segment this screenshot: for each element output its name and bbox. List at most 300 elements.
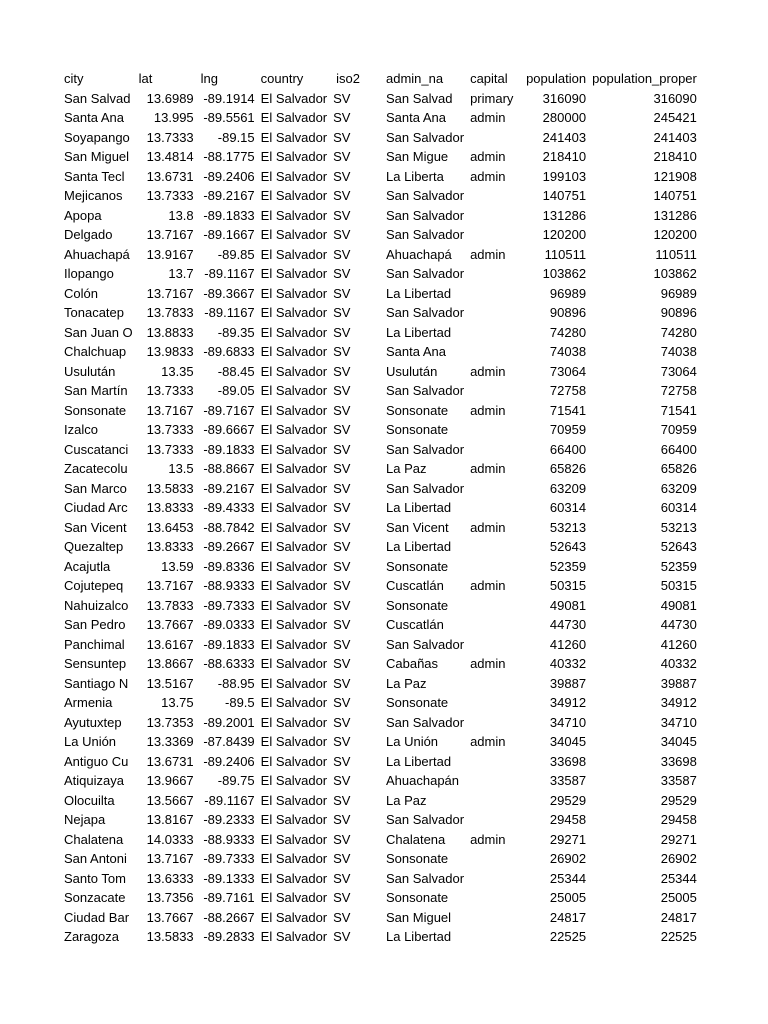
empty-cell[interactable] bbox=[362, 869, 382, 889]
cell-city[interactable]: Sonzacate bbox=[64, 890, 126, 905]
cell-iso2[interactable]: SV bbox=[333, 383, 351, 398]
cell-iso2[interactable]: SV bbox=[333, 656, 351, 671]
cell-lng[interactable]: -89.1833 bbox=[203, 636, 255, 652]
cell-lat[interactable]: 13.7167 bbox=[146, 402, 194, 418]
cell-country[interactable]: El Salvador bbox=[260, 851, 328, 866]
cell-population[interactable]: 41260 bbox=[549, 636, 587, 652]
cell-lng[interactable]: -89.5 bbox=[225, 695, 255, 710]
empty-cell[interactable] bbox=[362, 713, 382, 733]
cell-country[interactable]: El Salvador bbox=[260, 890, 328, 905]
cell-population[interactable]: 34912 bbox=[549, 695, 587, 710]
cell-city[interactable]: San Antoni bbox=[64, 851, 127, 866]
cell-capital[interactable]: admin bbox=[470, 110, 506, 125]
cell-population-proper[interactable]: 66400 bbox=[660, 441, 697, 457]
empty-cell[interactable] bbox=[362, 908, 382, 928]
cell-capital[interactable] bbox=[466, 342, 522, 362]
cell-capital[interactable] bbox=[466, 420, 522, 440]
cell-population[interactable]: 96989 bbox=[549, 285, 587, 301]
cell-population[interactable]: 26902 bbox=[549, 851, 587, 866]
cell-lat[interactable]: 13.7167 bbox=[146, 578, 194, 593]
header-cell-city[interactable]: city bbox=[64, 71, 84, 86]
cell-iso2[interactable]: SV bbox=[333, 344, 351, 359]
empty-cell[interactable] bbox=[362, 557, 382, 577]
cell-iso2[interactable]: SV bbox=[333, 695, 351, 710]
empty-cell[interactable] bbox=[362, 323, 382, 343]
cell-admin-name[interactable]: Sonsonate bbox=[386, 695, 449, 710]
cell-lat[interactable]: 13.6989 bbox=[146, 90, 194, 106]
empty-cell[interactable] bbox=[362, 459, 382, 479]
cell-iso2[interactable]: SV bbox=[333, 578, 351, 593]
cell-city[interactable]: San Pedro bbox=[64, 617, 126, 632]
cell-lat[interactable]: 13.7167 bbox=[146, 227, 194, 242]
cell-lng[interactable]: -89.1333 bbox=[203, 870, 255, 886]
cell-lat[interactable]: 13.7333 bbox=[146, 129, 194, 145]
cell-population-proper[interactable]: 96989 bbox=[660, 285, 697, 301]
cell-iso2[interactable]: SV bbox=[333, 636, 351, 652]
cell-city[interactable]: Santo Tom bbox=[64, 870, 126, 886]
cell-lng[interactable]: -88.45 bbox=[217, 363, 255, 379]
cell-city[interactable]: San Marco bbox=[64, 480, 127, 496]
cell-iso2[interactable]: SV bbox=[333, 266, 351, 281]
cell-iso2[interactable]: SV bbox=[333, 149, 351, 164]
cell-city[interactable]: San Salvad bbox=[64, 90, 131, 106]
cell-iso2[interactable]: SV bbox=[333, 461, 351, 476]
cell-admin-name[interactable]: San Salvador bbox=[386, 480, 465, 496]
cell-capital[interactable] bbox=[466, 225, 522, 245]
cell-lat[interactable]: 13.8333 bbox=[146, 539, 194, 554]
cell-population[interactable]: 25005 bbox=[549, 890, 587, 905]
cell-population-proper[interactable]: 103862 bbox=[653, 266, 697, 281]
cell-iso2[interactable]: SV bbox=[333, 110, 351, 125]
cell-lat[interactable]: 13.7333 bbox=[146, 422, 194, 437]
cell-population[interactable]: 29529 bbox=[549, 792, 587, 808]
cell-capital[interactable]: admin bbox=[470, 578, 506, 593]
cell-capital[interactable] bbox=[466, 264, 522, 284]
cell-lng[interactable]: -89.1667 bbox=[203, 227, 255, 242]
cell-lng[interactable]: -89.75 bbox=[217, 773, 255, 788]
empty-cell[interactable] bbox=[362, 849, 382, 869]
cell-population-proper[interactable]: 26902 bbox=[660, 851, 697, 866]
cell-lat[interactable]: 13.6731 bbox=[146, 168, 194, 184]
cell-population[interactable]: 60314 bbox=[549, 500, 587, 515]
cell-capital[interactable] bbox=[466, 908, 522, 928]
cell-population[interactable]: 34045 bbox=[549, 734, 587, 749]
cell-population-proper[interactable]: 50315 bbox=[660, 578, 697, 593]
header-cell-population[interactable]: population bbox=[526, 71, 587, 86]
cell-lat[interactable]: 13.6731 bbox=[146, 753, 194, 769]
cell-population-proper[interactable]: 29458 bbox=[660, 812, 697, 827]
cell-country[interactable]: El Salvador bbox=[260, 909, 328, 925]
empty-cell[interactable] bbox=[362, 498, 382, 518]
cell-iso2[interactable]: SV bbox=[333, 285, 351, 301]
cell-lat[interactable]: 13.6333 bbox=[146, 870, 194, 886]
cell-population[interactable]: 49081 bbox=[549, 597, 587, 613]
cell-capital[interactable] bbox=[466, 869, 522, 889]
empty-cell[interactable] bbox=[362, 615, 382, 635]
cell-iso2[interactable]: SV bbox=[333, 207, 351, 223]
cell-admin-name[interactable]: San Salvador bbox=[386, 266, 465, 281]
cell-lng[interactable]: -89.3667 bbox=[203, 285, 255, 301]
cell-capital[interactable]: admin bbox=[470, 168, 506, 184]
cell-population[interactable]: 280000 bbox=[542, 110, 587, 125]
cell-city[interactable]: Soyapango bbox=[64, 129, 130, 145]
cell-country[interactable]: El Salvador bbox=[260, 656, 328, 671]
cell-city[interactable]: San Martín bbox=[64, 383, 128, 398]
cell-lat[interactable]: 13.8833 bbox=[146, 324, 194, 340]
cell-lng[interactable]: -89.6833 bbox=[203, 344, 255, 359]
cell-country[interactable]: El Salvador bbox=[260, 90, 328, 106]
cell-lng[interactable]: -89.35 bbox=[217, 324, 255, 340]
cell-population-proper[interactable]: 70959 bbox=[660, 422, 697, 437]
cell-population-proper[interactable]: 241403 bbox=[653, 129, 697, 145]
cell-population-proper[interactable]: 25344 bbox=[660, 870, 697, 886]
empty-cell[interactable] bbox=[362, 186, 382, 206]
cell-country[interactable]: El Salvador bbox=[260, 500, 328, 515]
cell-population[interactable]: 74280 bbox=[549, 324, 587, 340]
cell-country[interactable]: El Salvador bbox=[260, 207, 328, 223]
cell-population-proper[interactable]: 65826 bbox=[660, 461, 697, 476]
cell-capital[interactable] bbox=[466, 635, 522, 655]
cell-city[interactable]: Chalchuap bbox=[64, 344, 127, 359]
cell-lng[interactable]: -89.0333 bbox=[203, 617, 255, 632]
cell-population[interactable]: 66400 bbox=[549, 441, 587, 457]
cell-country[interactable]: El Salvador bbox=[260, 363, 328, 379]
cell-capital[interactable]: primary bbox=[470, 90, 514, 106]
cell-lat[interactable]: 13.7333 bbox=[146, 441, 194, 457]
cell-population[interactable]: 120200 bbox=[542, 227, 587, 242]
cell-city[interactable]: Armenia bbox=[64, 695, 113, 710]
cell-city[interactable]: Quezaltep bbox=[64, 539, 124, 554]
cell-lat[interactable]: 13.7356 bbox=[146, 890, 194, 905]
cell-city[interactable]: Ciudad Arc bbox=[64, 500, 128, 515]
cell-country[interactable]: El Salvador bbox=[260, 597, 328, 613]
cell-lat[interactable]: 13.3369 bbox=[146, 734, 194, 749]
cell-capital[interactable] bbox=[466, 674, 522, 694]
cell-population-proper[interactable]: 29529 bbox=[660, 792, 697, 808]
cell-population[interactable]: 70959 bbox=[549, 422, 587, 437]
cell-city[interactable]: Atiquizaya bbox=[64, 773, 124, 788]
cell-lng[interactable]: -88.6333 bbox=[203, 656, 255, 671]
cell-lng[interactable]: -89.7333 bbox=[203, 851, 255, 866]
cell-population[interactable]: 90896 bbox=[549, 305, 587, 320]
cell-population-proper[interactable]: 33698 bbox=[660, 753, 697, 769]
cell-city[interactable]: Ahuachapá bbox=[64, 246, 130, 262]
empty-cell[interactable] bbox=[362, 167, 382, 187]
cell-city[interactable]: Izalco bbox=[64, 422, 98, 437]
header-cell-population-proper[interactable]: population_proper bbox=[592, 71, 697, 86]
cell-lat[interactable]: 13.5 bbox=[168, 461, 194, 476]
cell-city[interactable]: Nahuizalco bbox=[64, 597, 129, 613]
cell-country[interactable]: El Salvador bbox=[260, 168, 328, 184]
cell-iso2[interactable]: SV bbox=[333, 227, 351, 242]
cell-lng[interactable]: -89.1167 bbox=[204, 305, 255, 320]
empty-cell[interactable] bbox=[362, 381, 382, 401]
cell-admin-name[interactable]: San Salvador bbox=[386, 383, 465, 398]
cell-country[interactable]: El Salvador bbox=[260, 305, 328, 320]
cell-admin-name[interactable]: San Salvador bbox=[386, 812, 465, 827]
header-cell-lat[interactable]: lat bbox=[138, 71, 153, 86]
cell-lat[interactable]: 13.7167 bbox=[146, 285, 194, 301]
cell-country[interactable]: El Salvador bbox=[260, 324, 328, 340]
cell-lng[interactable]: -88.1775 bbox=[203, 149, 255, 164]
cell-lat[interactable]: 13.5833 bbox=[146, 929, 194, 944]
cell-lat[interactable]: 13.9667 bbox=[146, 773, 194, 788]
cell-country[interactable]: El Salvador bbox=[260, 636, 328, 652]
cell-admin-name[interactable]: La Paz bbox=[386, 792, 427, 808]
cell-population-proper[interactable]: 140751 bbox=[653, 188, 697, 203]
cell-population-proper[interactable]: 60314 bbox=[660, 500, 697, 515]
empty-cell[interactable] bbox=[362, 752, 382, 772]
cell-population[interactable]: 53213 bbox=[549, 519, 587, 535]
cell-city[interactable]: Ciudad Bar bbox=[64, 909, 130, 925]
cell-population[interactable]: 22525 bbox=[549, 929, 587, 944]
cell-iso2[interactable]: SV bbox=[333, 90, 351, 106]
cell-lng[interactable]: -88.2667 bbox=[203, 909, 255, 925]
empty-cell[interactable] bbox=[362, 362, 382, 382]
cell-country[interactable]: El Salvador bbox=[260, 617, 328, 632]
empty-cell[interactable] bbox=[362, 108, 382, 128]
cell-population[interactable]: 33587 bbox=[549, 773, 587, 788]
cell-capital[interactable] bbox=[466, 206, 522, 226]
empty-cell[interactable] bbox=[362, 654, 382, 674]
cell-population[interactable]: 52643 bbox=[549, 539, 587, 554]
cell-country[interactable]: El Salvador bbox=[260, 539, 328, 554]
cell-population[interactable]: 131286 bbox=[542, 207, 587, 223]
cell-iso2[interactable]: SV bbox=[333, 324, 351, 340]
cell-admin-name[interactable]: Chalatena bbox=[386, 831, 446, 847]
cell-iso2[interactable]: SV bbox=[333, 714, 351, 730]
cell-city[interactable]: Panchimal bbox=[64, 636, 125, 652]
cell-lng[interactable]: -89.5561 bbox=[203, 110, 255, 125]
cell-iso2[interactable]: SV bbox=[333, 734, 351, 749]
cell-population-proper[interactable]: 72758 bbox=[660, 383, 697, 398]
empty-cell[interactable] bbox=[362, 927, 382, 947]
cell-population-proper[interactable]: 39887 bbox=[660, 675, 697, 691]
cell-admin-name[interactable]: San Salvador bbox=[386, 870, 465, 886]
cell-admin-name[interactable]: Usulután bbox=[386, 363, 438, 379]
cell-iso2[interactable]: SV bbox=[333, 129, 351, 145]
cell-admin-name[interactable]: Santa Ana bbox=[386, 344, 446, 359]
cell-lng[interactable]: -89.7161 bbox=[203, 890, 255, 905]
cell-population-proper[interactable]: 52643 bbox=[660, 539, 697, 554]
cell-lng[interactable]: -89.2333 bbox=[203, 812, 255, 827]
cell-city[interactable]: San Vicent bbox=[64, 519, 127, 535]
cell-population-proper[interactable]: 34045 bbox=[660, 734, 697, 749]
cell-lng[interactable]: -88.9333 bbox=[203, 578, 255, 593]
cell-admin-name[interactable]: Sonsonate bbox=[386, 597, 449, 613]
cell-capital[interactable] bbox=[466, 791, 522, 811]
cell-iso2[interactable]: SV bbox=[333, 675, 351, 691]
cell-admin-name[interactable]: San Miguel bbox=[386, 909, 452, 925]
cell-capital[interactable] bbox=[466, 440, 522, 460]
cell-admin-name[interactable]: Sonsonate bbox=[386, 851, 449, 866]
cell-lat[interactable]: 13.7833 bbox=[146, 305, 194, 320]
cell-city[interactable]: Chalatena bbox=[64, 831, 124, 847]
cell-population[interactable]: 110511 bbox=[544, 246, 587, 262]
empty-cell[interactable] bbox=[362, 89, 382, 109]
header-cell-capital[interactable]: capital bbox=[470, 71, 508, 86]
cell-city[interactable]: Antiguo Cu bbox=[64, 753, 129, 769]
cell-population[interactable]: 39887 bbox=[549, 675, 587, 691]
cell-admin-name[interactable]: San Salvador bbox=[386, 636, 465, 652]
cell-lat[interactable]: 13.7333 bbox=[146, 383, 194, 398]
cell-lng[interactable]: -89.2406 bbox=[203, 168, 255, 184]
cell-lat[interactable]: 13.7353 bbox=[146, 714, 194, 730]
cell-population-proper[interactable]: 53213 bbox=[660, 519, 697, 535]
cell-iso2[interactable]: SV bbox=[333, 909, 351, 925]
header-cell-iso2[interactable]: iso2 bbox=[336, 71, 360, 86]
cell-capital[interactable] bbox=[466, 128, 522, 148]
cell-iso2[interactable]: SV bbox=[333, 753, 351, 769]
cell-admin-name[interactable]: Sonsonate bbox=[386, 402, 449, 418]
cell-lat[interactable]: 13.5833 bbox=[146, 480, 194, 496]
cell-lat[interactable]: 13.7667 bbox=[146, 909, 194, 925]
cell-capital[interactable]: admin bbox=[470, 363, 506, 379]
cell-population-proper[interactable]: 74280 bbox=[660, 324, 697, 340]
cell-admin-name[interactable]: San Salvador bbox=[386, 188, 465, 203]
cell-admin-name[interactable]: Cuscatlán bbox=[386, 617, 444, 632]
cell-iso2[interactable]: SV bbox=[333, 851, 351, 866]
cell-city[interactable]: Santa Tecl bbox=[64, 168, 125, 184]
cell-iso2[interactable]: SV bbox=[333, 305, 351, 320]
cell-country[interactable]: El Salvador bbox=[260, 227, 328, 242]
cell-city[interactable]: Acajutla bbox=[64, 558, 111, 574]
cell-lng[interactable]: -89.1914 bbox=[203, 90, 255, 106]
cell-admin-name[interactable]: La Libertad bbox=[386, 539, 452, 554]
cell-population-proper[interactable]: 24817 bbox=[660, 909, 697, 925]
cell-population-proper[interactable]: 121908 bbox=[653, 168, 697, 184]
cell-admin-name[interactable]: San Migue bbox=[386, 149, 449, 164]
header-cell-lng[interactable]: lng bbox=[200, 71, 219, 86]
cell-admin-name[interactable]: San Salvador bbox=[386, 207, 465, 223]
cell-iso2[interactable]: SV bbox=[333, 812, 351, 827]
cell-lng[interactable]: -89.2167 bbox=[203, 480, 255, 496]
cell-lat[interactable]: 13.7833 bbox=[146, 597, 194, 613]
cell-population-proper[interactable]: 29271 bbox=[660, 831, 697, 847]
cell-admin-name[interactable]: Sonsonate bbox=[386, 558, 449, 574]
cell-capital[interactable]: admin bbox=[470, 734, 506, 749]
cell-population-proper[interactable]: 34710 bbox=[660, 714, 697, 730]
cell-lat[interactable]: 13.7 bbox=[168, 266, 194, 281]
cell-population[interactable]: 34710 bbox=[549, 714, 587, 730]
cell-admin-name[interactable]: La Unión bbox=[386, 734, 439, 749]
cell-admin-name[interactable]: La Libertad bbox=[386, 753, 452, 769]
cell-city[interactable]: Ilopango bbox=[64, 266, 114, 281]
cell-lng[interactable]: -88.7842 bbox=[203, 519, 255, 535]
empty-cell[interactable] bbox=[362, 245, 382, 265]
cell-lat[interactable]: 13.75 bbox=[161, 695, 194, 710]
cell-capital[interactable] bbox=[466, 323, 522, 343]
cell-admin-name[interactable]: Sonsonate bbox=[386, 890, 449, 905]
cell-capital[interactable]: admin bbox=[470, 461, 506, 476]
cell-country[interactable]: El Salvador bbox=[260, 110, 328, 125]
empty-cell[interactable] bbox=[362, 342, 382, 362]
cell-lat[interactable]: 13.4814 bbox=[146, 149, 194, 164]
cell-population[interactable]: 199103 bbox=[542, 168, 587, 184]
cell-lng[interactable]: -89.4333 bbox=[203, 500, 255, 515]
cell-capital[interactable] bbox=[466, 693, 522, 713]
empty-cell[interactable] bbox=[362, 830, 382, 850]
cell-country[interactable]: El Salvador bbox=[260, 558, 328, 574]
cell-city[interactable]: Colón bbox=[64, 285, 98, 301]
cell-iso2[interactable]: SV bbox=[333, 519, 351, 535]
cell-iso2[interactable]: SV bbox=[333, 929, 351, 944]
cell-admin-name[interactable]: Sonsonate bbox=[386, 422, 449, 437]
cell-capital[interactable] bbox=[466, 596, 522, 616]
cell-population[interactable]: 103862 bbox=[542, 266, 587, 281]
cell-capital[interactable] bbox=[466, 810, 522, 830]
cell-population[interactable]: 63209 bbox=[549, 480, 587, 496]
cell-capital[interactable] bbox=[466, 771, 522, 791]
cell-city[interactable]: La Unión bbox=[64, 734, 117, 749]
cell-city[interactable]: Cojutepeq bbox=[64, 578, 124, 593]
cell-lat[interactable]: 13.59 bbox=[161, 558, 194, 574]
cell-lat[interactable]: 13.8667 bbox=[146, 656, 194, 671]
empty-cell[interactable] bbox=[362, 440, 382, 460]
empty-cell[interactable] bbox=[362, 635, 382, 655]
cell-lng[interactable]: -88.9333 bbox=[203, 831, 255, 847]
cell-country[interactable]: El Salvador bbox=[260, 480, 328, 496]
cell-lng[interactable]: -89.1833 bbox=[203, 441, 255, 457]
cell-capital[interactable] bbox=[466, 381, 522, 401]
cell-country[interactable]: El Salvador bbox=[260, 519, 328, 535]
cell-country[interactable]: El Salvador bbox=[260, 870, 328, 886]
empty-cell[interactable] bbox=[362, 693, 382, 713]
cell-iso2[interactable]: SV bbox=[333, 422, 351, 437]
cell-lng[interactable]: -89.2833 bbox=[203, 929, 255, 944]
empty-cell[interactable] bbox=[362, 206, 382, 226]
empty-cell[interactable] bbox=[362, 69, 382, 89]
cell-lat[interactable]: 13.6453 bbox=[146, 519, 194, 535]
cell-iso2[interactable]: SV bbox=[333, 246, 351, 262]
cell-population[interactable]: 241403 bbox=[542, 129, 587, 145]
cell-population-proper[interactable]: 52359 bbox=[660, 558, 697, 574]
cell-capital[interactable]: admin bbox=[470, 149, 506, 164]
cell-lng[interactable]: -89.6667 bbox=[203, 422, 255, 437]
cell-city[interactable]: Delgado bbox=[64, 227, 113, 242]
empty-cell[interactable] bbox=[362, 518, 382, 538]
cell-lng[interactable]: -89.2167 bbox=[203, 188, 255, 203]
cell-admin-name[interactable]: San Salvad bbox=[386, 90, 453, 106]
cell-lng[interactable]: -88.8667 bbox=[203, 461, 255, 476]
cell-lat[interactable]: 13.7667 bbox=[146, 617, 194, 632]
cell-capital[interactable] bbox=[466, 927, 522, 947]
cell-lng[interactable]: -89.2001 bbox=[203, 714, 255, 730]
cell-capital[interactable]: admin bbox=[470, 246, 506, 262]
cell-population[interactable]: 33698 bbox=[549, 753, 587, 769]
cell-population[interactable]: 71541 bbox=[549, 402, 587, 418]
cell-country[interactable]: El Salvador bbox=[260, 188, 328, 203]
header-cell-admin-name[interactable]: admin_na bbox=[386, 71, 444, 86]
empty-cell[interactable] bbox=[362, 596, 382, 616]
cell-city[interactable]: Usulután bbox=[64, 363, 116, 379]
cell-admin-name[interactable]: San Salvador bbox=[386, 227, 465, 242]
cell-iso2[interactable]: SV bbox=[333, 890, 351, 905]
empty-cell[interactable] bbox=[362, 264, 382, 284]
cell-lat[interactable]: 13.5167 bbox=[146, 675, 194, 691]
empty-cell[interactable] bbox=[362, 791, 382, 811]
cell-iso2[interactable]: SV bbox=[333, 558, 351, 574]
empty-cell[interactable] bbox=[362, 674, 382, 694]
cell-lng[interactable]: -89.7333 bbox=[203, 597, 255, 613]
cell-country[interactable]: El Salvador bbox=[260, 266, 328, 281]
cell-capital[interactable] bbox=[466, 479, 522, 499]
cell-capital[interactable] bbox=[466, 498, 522, 518]
cell-iso2[interactable]: SV bbox=[333, 831, 351, 847]
cell-country[interactable]: El Salvador bbox=[260, 285, 328, 301]
empty-cell[interactable] bbox=[362, 128, 382, 148]
cell-country[interactable]: El Salvador bbox=[260, 578, 328, 593]
